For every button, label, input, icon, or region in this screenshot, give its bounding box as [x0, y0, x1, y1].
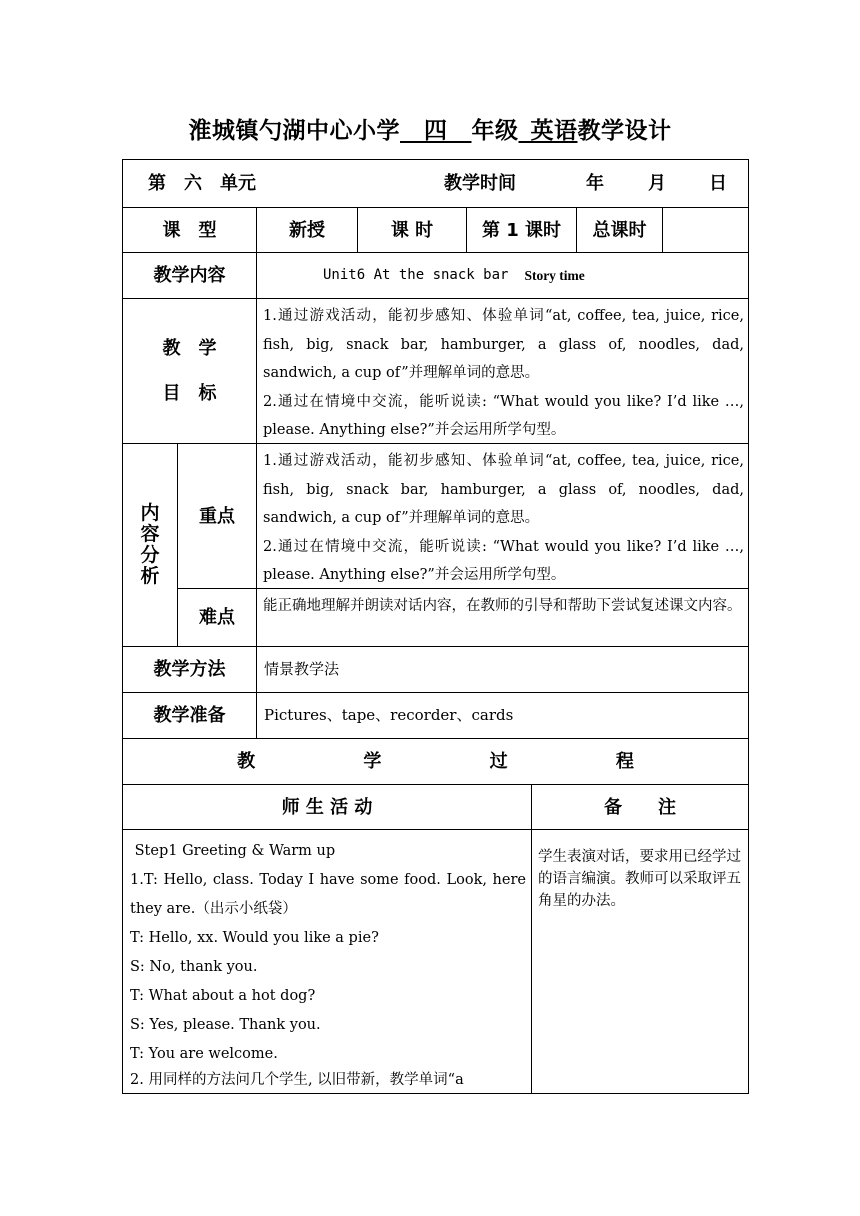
objectives-text [263, 302, 744, 445]
step-line: 1.T: Hello, class. Today I have some food. Look, here they are.（出示小纸袋） [130, 872, 526, 917]
step-line: 2. 用同样的方法问几个学生, 以旧带新，教学单词“a [130, 1072, 464, 1088]
content-unit: Unit6 At the snack bar Story time [323, 253, 585, 298]
subject-blank: 英语 [530, 118, 578, 144]
document-title [0, 112, 860, 145]
step-line: T: You are welcome. [130, 1046, 278, 1062]
grade-blank: 四 [424, 118, 448, 144]
difficulty-label: 难点 [199, 607, 235, 628]
grade-suffix: 年级 [471, 118, 519, 144]
step-line: Step1 Greeting & Warm up [130, 843, 336, 859]
objective-item: 1.通过游戏活动，能初步感知、体验单词“at, coffee, tea, juice, rice, fish, big, snack bar, hamburger, a glass of, noodles, dad, sandwich, a cup of”并理解单词的意思。 [263, 308, 744, 381]
method-label: 教学方法 [153, 659, 226, 680]
preparation-label: 教学准备 [153, 705, 226, 726]
notes-text: 学生表演对话，要求用已经学过的语言编演。教师可以采取评五角星的办法。 [538, 849, 741, 909]
lesson-type-label: 课 型 [162, 219, 217, 241]
key-points-label: 重点 [199, 505, 235, 527]
period-label: 课 时 [390, 219, 434, 241]
process-title-char: 学 [363, 751, 382, 772]
step-line: T: What about a hot dog? [130, 988, 316, 1004]
analysis-label: 内容分析 [140, 502, 160, 587]
doc-type: 教学设计 [577, 118, 672, 144]
step-line: S: No, thank you. [130, 959, 258, 975]
period-value: 第 1 课时 [481, 219, 562, 241]
key-point-item: 1.通过游戏活动，能初步感知、体验单词“at, coffee, tea, juice, rice, fish, big, snack bar, hamburger, a glass of, noodles, dad, sandwich, a cup of”并理解单词的意思。 [263, 453, 744, 526]
key-points-text [263, 447, 744, 590]
activity-column-header: 师 生 活 动 [281, 796, 373, 818]
content-part: Story time [524, 268, 585, 283]
step-line: S: Yes, please. Thank you. [130, 1017, 321, 1033]
unit-label: 第 六 单元 [148, 173, 256, 194]
day-label: 日 [709, 173, 727, 194]
activity-steps [130, 837, 526, 1091]
total-periods-value [663, 208, 748, 252]
content-label: 教学内容 [153, 265, 226, 286]
objectives-label-1: 教 学 [162, 337, 217, 359]
process-title-char: 过 [489, 751, 508, 772]
month-label: 月 [648, 173, 666, 194]
process-title [123, 739, 748, 784]
step-line: T: Hello, xx. Would you like a pie? [130, 930, 379, 946]
notes-column-header: 备 注 [604, 796, 676, 818]
objective-item: 2.通过在情境中交流，能听说读: “What would you like? I’d like …, please. Anything else?”并会运用所学句型。 [263, 393, 744, 438]
method-value: 情景教学法 [264, 660, 340, 678]
key-point-item: 2.通过在情境中交流，能听说读: “What would you like? I’d like …, please. Anything else?”并会运用所学句型。 [263, 538, 744, 583]
preparation-value: Pictures、tape、recorder、cards [264, 706, 514, 724]
lesson-type-value: 新授 [289, 219, 325, 241]
teaching-time-label: 教学时间 [444, 173, 516, 194]
total-periods-label: 总课时 [592, 219, 647, 241]
year-label: 年 [586, 173, 604, 194]
objectives-label-2: 目 标 [162, 382, 217, 404]
difficulty-text: 能正确地理解并朗读对话内容，在教师的引导和帮助下尝试复述课文内容。 [263, 598, 742, 614]
process-title-char: 程 [615, 751, 634, 772]
process-title-char: 教 [237, 751, 256, 772]
school-name: 淮城镇勺湖中心小学 [188, 118, 400, 144]
